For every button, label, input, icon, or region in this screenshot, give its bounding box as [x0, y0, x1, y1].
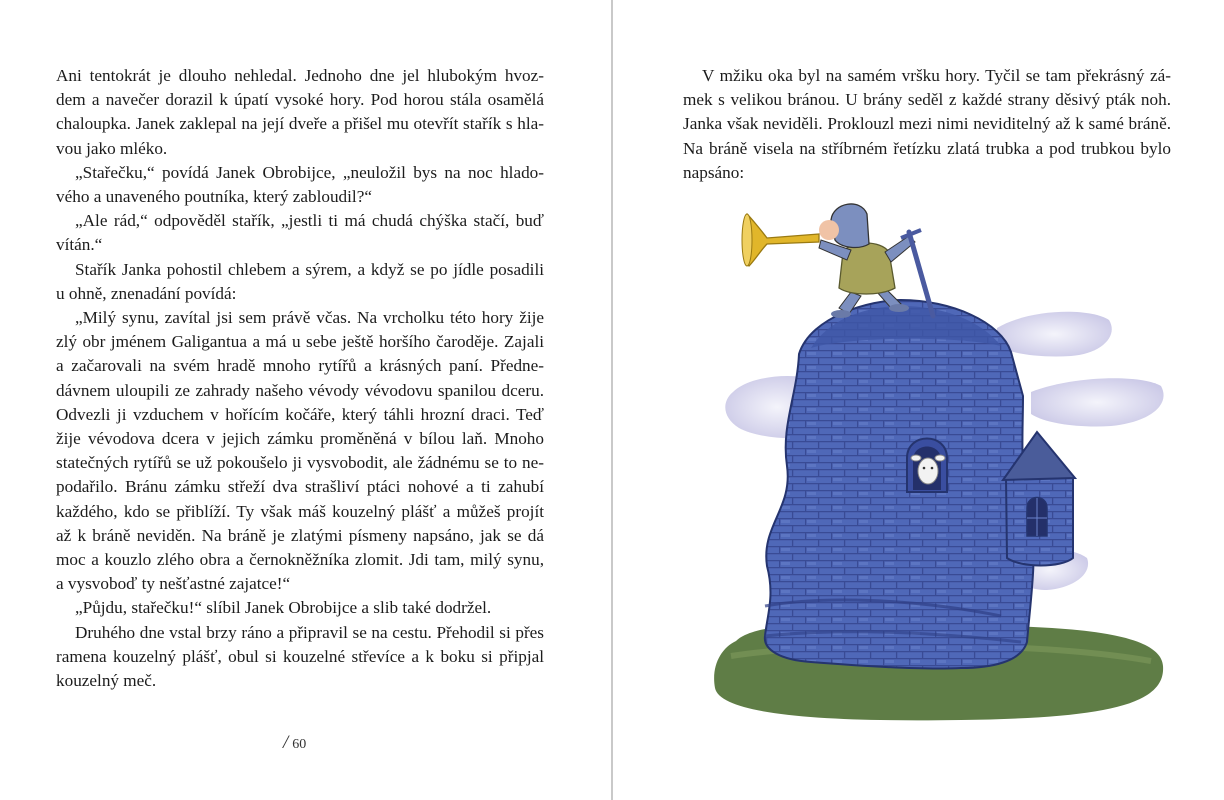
text-line: Janka však neviděli. Proklouzl mezi nimi neviditelný až k samé bráně.: [683, 114, 1171, 134]
left-body-text: [56, 64, 544, 693]
text-line: „Ale rád,“ odpověděl stařík, „jestli ti má chudá chýška stačí, buď: [75, 211, 544, 231]
page-number-value: 60: [292, 737, 307, 752]
cloud-right: [1031, 378, 1164, 426]
text-line: chaloupka. Janek zaklepal na její dveře a přišel mu otevřít stařík s hla-: [56, 114, 544, 134]
text-line: a vysvoboď ty nešťastné zajatce!“: [56, 574, 291, 594]
text-line: každého, kdo se přiblíží. Ty však máš kouzelný plášť a můžeš projít: [56, 501, 544, 521]
text-line: mek s velikou bránou. U brány seděl z každé strany děsivý pták noh.: [683, 90, 1171, 110]
text-line: Stařík Janka pohostil chlebem a sýrem, a když se po jídle posadili: [75, 259, 544, 279]
text-line: V mžiku oka byl na samém vršku hory. Tyčil se tam překrásný zá-: [702, 66, 1171, 85]
text-line: vou jako mléko.: [56, 138, 168, 158]
text-line: žije vévodova dcera v jejich zámku proměněná v bílou laň. Mnoho: [56, 429, 544, 449]
text-line: statečných rytířů se už pokoušelo ji vysvobodit, ale žádnému se to ne-: [56, 453, 544, 473]
text-line: dávnem uloupili ze zahrady našeho vévody vévodovu spanilou dceru.: [56, 380, 544, 400]
text-line: dem a navečer dorazil k úpatí vysoké hory. Pod horou stála osamělá: [56, 90, 544, 110]
text-line: až k bráně neviděn. Na bráně je zlatými písmeny napsáno, jak se dá: [56, 525, 544, 545]
page-number: [283, 732, 306, 754]
golden-horn: [743, 214, 819, 266]
text-line: ramena kouzelný plášť, obul si kouzelné střevíce a k boku si připjal: [56, 646, 544, 666]
text-line: vítán.“: [56, 235, 103, 255]
text-line: „Stařečku,“ povídá Janek Obrobijce, „neuložil bys na noc hlado-: [75, 162, 544, 182]
text-line: moc a kouzlo zlého obra a černokněžníka zlomit. Jdi tam, milý synu,: [56, 550, 544, 570]
text-line: Odvezli ji vzduchem v hořícím kočáře, který táhli hrozní draci. Teď: [56, 404, 544, 424]
text-line: „Milý synu, zavítal jsi sem právě včas. Na vrcholku této hory žije: [75, 308, 544, 328]
folio-slash: /: [283, 732, 289, 753]
text-line: podařilo. Bránu zámku střeží dva strašliví ptáci nohové a ti zahubí: [56, 477, 544, 497]
text-line: a začarovali na svém hradě mnoho rytířů a krásných paní. Předne-: [56, 356, 544, 376]
left-page: [0, 0, 611, 800]
castle-illustration: [701, 196, 1171, 736]
right-body-text: [683, 64, 1171, 185]
text-line: zlý obr jménem Galigantua a má u sebe ještě horšího čaroděje. Zajali: [56, 332, 544, 352]
text-line: u ohně, znenadání povídá:: [56, 283, 237, 303]
text-line: Ani tentokrát je dlouho nehledal. Jednoho dne jel hlubokým hvoz-: [56, 66, 544, 85]
text-line: vého a unaveného poutníka, který zabloudil?“: [56, 187, 372, 207]
text-line: Druhého dne vstal brzy ráno a připravil se na cestu. Přehodil si přes: [75, 622, 544, 642]
text-line: kouzelný meč.: [56, 671, 157, 691]
right-page: [613, 0, 1224, 800]
text-line: „Půjdu, stařečku!“ slíbil Janek Obrobijce a slib také dodržel.: [75, 598, 492, 618]
text-line: Na bráně visela na stříbrném řetízku zlatá trubka a pod trubkou bylo: [683, 138, 1171, 158]
text-line: napsáno:: [683, 162, 745, 182]
cloud-upper-right: [997, 312, 1112, 357]
